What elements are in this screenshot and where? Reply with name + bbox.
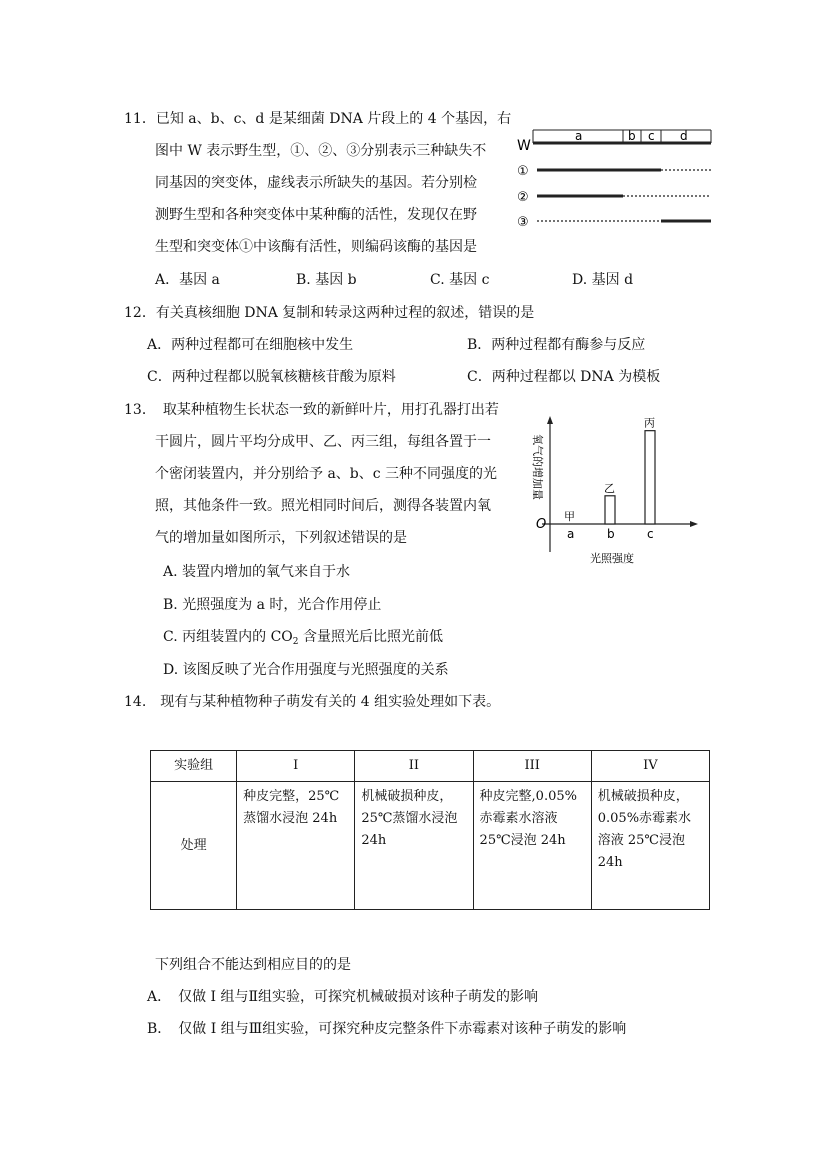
q14-option-a: A． 仅做 I 组与Ⅱ组实验，可探究机械破损对该种子萌发的影响 — [147, 989, 539, 1005]
q12-option-a: A．两种过程都可在细胞核中发生 — [147, 337, 354, 353]
q14-stem: 14. 现有与某种植物种子萌发有关的 4 组实验处理如下表。 — [124, 694, 501, 710]
q13-option-c-after: 含量照光后比照光前低 — [298, 629, 443, 645]
chart-xlabel: 光照强度 — [590, 552, 634, 565]
q12-option-c2: C．两种过程都以 DNA 为模板 — [467, 369, 661, 385]
gene-label-a: a — [575, 129, 583, 143]
cell-line: 种皮完整,0.05% — [479, 789, 577, 804]
q14-followup: 下列组合不能达到相应目的的是 — [155, 957, 351, 973]
q11-option-c: C. 基因 c — [430, 272, 490, 288]
q13-line-5: 气的增加量如图所示，下列叙述错误的是 — [155, 530, 407, 546]
header-cell: III — [473, 751, 591, 782]
q13-option-c-sub: 2 — [292, 637, 299, 647]
q13-option-b: B. 光照强度为 a 时，光合作用停止 — [163, 597, 382, 613]
q13-line-4: 照，其他条件一致。照光相同时间后，测得各装置内氧 — [155, 498, 491, 514]
treatment-cell-1 — [237, 782, 355, 910]
cell-line: 24h — [361, 833, 387, 848]
chart-origin-label: O — [536, 517, 547, 532]
cell-line: 25℃浸泡 24h — [479, 833, 566, 848]
header-cell: I — [237, 751, 355, 782]
q12-option-c1: C．两种过程都以脱氧核糖核苷酸为原料 — [147, 369, 396, 385]
q13-option-c-before: C. 丙组装置内的 CO — [163, 629, 293, 645]
x-tick-label-c: c — [647, 527, 654, 541]
header-cell: IV — [591, 751, 709, 782]
experiment-table — [150, 750, 710, 910]
bar-b — [605, 496, 615, 524]
q13-option-a: A. 装置内增加的氧气来自于水 — [163, 564, 351, 580]
q13-line-3: 个密闭装置内，并分别给予 a、b、c 三种不同强度的光 — [155, 466, 498, 482]
header-cell: II — [355, 751, 473, 782]
cell-line: 机械破损种皮， — [361, 789, 453, 804]
q12-option-b: B．两种过程都有酶参与反应 — [467, 337, 646, 353]
mutant-1-label: ① — [517, 164, 529, 179]
q13-line-1: 13． 取某种植物生长状态一致的新鲜叶片，用打孔器打出若 — [124, 402, 499, 418]
q13-line-2: 干圆片，圆片平均分成甲、乙、丙三组，每组各置于一 — [155, 434, 491, 450]
cell-line: 24h — [597, 855, 623, 870]
table-row — [151, 782, 710, 910]
x-tick-label-a: a — [567, 527, 575, 541]
cell-line: 蒸馏水浸泡 24h — [243, 811, 338, 826]
gene-label-d: d — [680, 129, 688, 143]
chart-ylabel: 氧气的增加量 — [531, 434, 544, 500]
cell-line: 赤霉素水溶液 — [479, 811, 558, 826]
cell-line: 种皮完整，25℃ — [243, 789, 340, 804]
treatment-cell-4 — [591, 782, 709, 910]
table-header-row — [151, 751, 710, 782]
bar-label-b: 乙 — [604, 481, 615, 495]
bar-c — [645, 431, 655, 524]
cell-line: 溶液 25℃浸泡 — [597, 833, 685, 848]
x-tick-label-b: b — [607, 527, 615, 541]
cell-line: 0.05%赤霉素水 — [597, 811, 692, 826]
q12-stem: 12．有关真核细胞 DNA 复制和转录这两种过程的叙述，错误的是 — [124, 305, 535, 321]
q11-line-5: 生型和突变体①中该酶有活性，则编码该酶的基因是 — [155, 239, 477, 255]
mutant-2-label: ② — [517, 190, 529, 205]
gene-label-b: b — [628, 129, 636, 143]
q14-option-b: B． 仅做 I 组与Ⅲ组实验，可探究种皮完整条件下赤霉素对该种子萌发的影响 — [147, 1021, 627, 1037]
oxygen-increase-chart — [520, 412, 710, 572]
cell-line: 25℃蒸馏水浸泡 — [361, 811, 458, 826]
row-label-cell: 处理 — [151, 782, 237, 910]
bar-label-a: 甲 — [564, 510, 575, 523]
q11-option-b: B. 基因 b — [296, 272, 357, 288]
q11-line-3: 同基因的突变体，虚线表示所缺失的基因。若分别检 — [155, 175, 477, 191]
header-cell: 实验组 — [151, 751, 237, 782]
gene-deletion-figure — [515, 122, 715, 234]
q13-option-c — [163, 627, 443, 652]
mutant-3-label: ③ — [517, 215, 529, 230]
treatment-cell-3 — [473, 782, 591, 910]
q11-line-2: 图中 W 表示野生型，①、②、③分别表示三种缺失不 — [155, 143, 487, 159]
q11-line-1: 11．已知 a、b、c、d 是某细菌 DNA 片段上的 4 个基因，右 — [124, 111, 512, 127]
q11-option-d: D. 基因 d — [572, 272, 634, 288]
q11-line-4: 测野生型和各种突变体中某种酶的活性，发现仅在野 — [155, 207, 477, 223]
treatment-cell-2 — [355, 782, 473, 910]
q13-option-d: D. 该图反映了光合作用强度与光照强度的关系 — [163, 662, 449, 678]
gene-label-c: c — [648, 129, 655, 143]
cell-line: 机械破损种皮， — [597, 789, 689, 804]
q11-option-a: A．基因 a — [155, 272, 220, 288]
wild-type-label: W — [517, 138, 531, 154]
bar-label-c: 丙 — [644, 416, 655, 430]
